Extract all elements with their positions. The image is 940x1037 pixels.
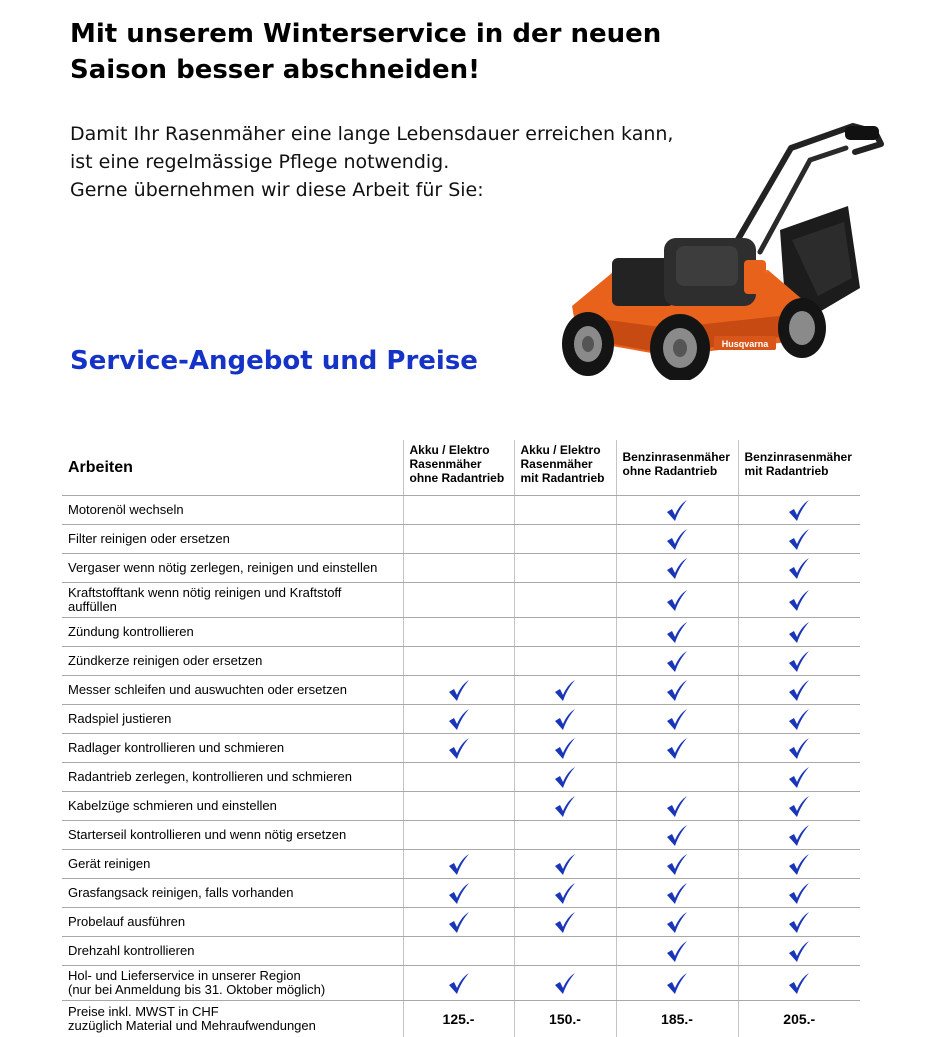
task-label: Grasfangsack reinigen, falls vorhanden (68, 886, 399, 900)
check-cell (738, 792, 860, 821)
check-cell (616, 908, 738, 937)
check-cell (616, 676, 738, 705)
checkmark-icon (553, 913, 577, 928)
task-cell (62, 554, 403, 583)
task-label: Motorenöl wechseln (68, 503, 399, 517)
task-label-line-2: (nur bei Anmeldung bis 31. Oktober möglich) (68, 983, 399, 997)
checkmark-icon (787, 826, 811, 841)
task-cell (62, 966, 403, 1001)
checkmark-icon (787, 559, 811, 574)
task-label: Zündung kontrollieren (68, 625, 399, 639)
checkmark-icon (787, 501, 811, 516)
table-row (62, 583, 860, 618)
checkmark-icon (553, 710, 577, 725)
intro-line-2: ist eine regelmässige Pflege notwendig. (70, 148, 673, 176)
table-row (62, 525, 860, 554)
task-label-line-2: auffüllen (68, 600, 399, 614)
checkmark-icon (553, 884, 577, 899)
check-cell (738, 705, 860, 734)
check-cell (616, 821, 738, 850)
check-cell (738, 763, 860, 792)
header-line: Benzinrasenmäher (623, 450, 734, 464)
check-cell (616, 792, 738, 821)
check-cell (403, 618, 514, 647)
check-cell (403, 850, 514, 879)
checkmark-icon (787, 884, 811, 899)
task-cell (62, 821, 403, 850)
task-cell (62, 937, 403, 966)
task-label: Hol- und Lieferservice in unserer Region (68, 969, 399, 983)
check-cell (738, 937, 860, 966)
task-cell (62, 734, 403, 763)
check-cell (403, 821, 514, 850)
check-cell (616, 879, 738, 908)
check-cell (738, 908, 860, 937)
task-cell (62, 496, 403, 525)
task-cell (62, 525, 403, 554)
check-cell (514, 792, 616, 821)
table-row (62, 554, 860, 583)
check-cell (403, 966, 514, 1001)
check-cell (738, 583, 860, 618)
checkmark-icon (665, 884, 689, 899)
checkmark-icon (787, 974, 811, 989)
task-label: Starterseil kontrollieren und wenn nötig ersetzen (68, 828, 399, 842)
check-cell (616, 763, 738, 792)
checkmark-icon (553, 974, 577, 989)
check-cell (616, 583, 738, 618)
check-cell (738, 879, 860, 908)
check-cell (616, 525, 738, 554)
check-cell (514, 496, 616, 525)
task-label: Kraftstofftank wenn nötig reinigen und Kraftstoff (68, 586, 399, 600)
intro-line-3: Gerne übernehmen wir diese Arbeit für Sie: (70, 176, 673, 204)
headline (70, 16, 661, 88)
check-cell (738, 554, 860, 583)
check-cell (514, 705, 616, 734)
task-label: Filter reinigen oder ersetzen (68, 532, 399, 546)
header-benzin-ohne (616, 440, 738, 496)
check-cell (616, 966, 738, 1001)
table-row (62, 908, 860, 937)
check-cell (514, 676, 616, 705)
task-cell (62, 908, 403, 937)
table-row (62, 676, 860, 705)
checkmark-icon (447, 710, 471, 725)
task-label: Radspiel justieren (68, 712, 399, 726)
headline-line-1: Mit unserem Winterservice in der neuen (70, 16, 661, 52)
check-cell (403, 879, 514, 908)
task-cell (62, 879, 403, 908)
checkmark-icon (447, 739, 471, 754)
check-cell (616, 618, 738, 647)
checkmark-icon (665, 530, 689, 545)
checkmark-icon (665, 681, 689, 696)
price-value: 205.- (738, 1001, 860, 1037)
check-cell (403, 937, 514, 966)
check-cell (403, 734, 514, 763)
check-cell (403, 647, 514, 676)
check-cell (403, 496, 514, 525)
checkmark-icon (665, 797, 689, 812)
task-label: Radlager kontrollieren und schmieren (68, 741, 399, 755)
table-row (62, 937, 860, 966)
check-cell (514, 618, 616, 647)
header-line: ohne Radantrieb (623, 464, 734, 478)
front-wheel (562, 312, 614, 376)
check-cell (738, 525, 860, 554)
check-cell (514, 647, 616, 676)
check-cell (616, 850, 738, 879)
table-row (62, 618, 860, 647)
checkmark-icon (787, 942, 811, 957)
check-cell (403, 525, 514, 554)
checkmark-icon (553, 739, 577, 754)
checkmark-icon (553, 681, 577, 696)
checkmark-icon (787, 768, 811, 783)
check-cell (403, 583, 514, 618)
headline-line-2: Saison besser abschneiden! (70, 52, 661, 88)
checkmark-icon (665, 501, 689, 516)
task-label: Gerät reinigen (68, 857, 399, 871)
checkmark-icon (447, 974, 471, 989)
check-cell (738, 821, 860, 850)
checkmark-icon (553, 855, 577, 870)
check-cell (738, 850, 860, 879)
check-cell (514, 525, 616, 554)
table-row (62, 763, 860, 792)
checkmark-icon (665, 826, 689, 841)
table-row (62, 734, 860, 763)
checkmark-icon (787, 681, 811, 696)
task-cell (62, 763, 403, 792)
table-row (62, 705, 860, 734)
task-cell (62, 647, 403, 676)
price-label: Preise inkl. MWST in CHF (68, 1005, 399, 1019)
checkmark-icon (665, 974, 689, 989)
table-row (62, 879, 860, 908)
checkmark-icon (787, 591, 811, 606)
check-cell (738, 618, 860, 647)
check-cell (616, 554, 738, 583)
check-cell (514, 763, 616, 792)
checkmark-icon (665, 855, 689, 870)
check-cell (403, 705, 514, 734)
checkmark-icon (787, 652, 811, 667)
checkmark-icon (665, 559, 689, 574)
header-line: Akku / Elektro (410, 443, 510, 457)
header-line: Benzinrasenmäher (745, 450, 857, 464)
check-cell (514, 908, 616, 937)
checkmark-icon (665, 913, 689, 928)
header-arbeiten: Arbeiten (62, 440, 403, 496)
task-label: Radantrieb zerlegen, kontrollieren und schmieren (68, 770, 399, 784)
checkmark-icon (787, 530, 811, 545)
task-cell (62, 850, 403, 879)
header-line: Rasenmäher (410, 457, 510, 471)
check-cell (616, 647, 738, 676)
header-line: mit Radantrieb (521, 471, 612, 485)
price-value: 150.- (514, 1001, 616, 1037)
checkmark-icon (665, 739, 689, 754)
check-cell (616, 937, 738, 966)
header-akku-mit (514, 440, 616, 496)
table-row (62, 792, 860, 821)
check-cell (738, 496, 860, 525)
header-line: Rasenmäher (521, 457, 612, 471)
checkmark-icon (553, 797, 577, 812)
checkmark-icon (447, 884, 471, 899)
check-cell (738, 966, 860, 1001)
section-title: Service-Angebot und Preise (70, 346, 478, 376)
table-row (62, 966, 860, 1001)
check-cell (514, 734, 616, 763)
header-benzin-mit (738, 440, 860, 496)
checkmark-icon (787, 623, 811, 638)
checkmark-icon (787, 739, 811, 754)
header-line: mit Radantrieb (745, 464, 857, 478)
table-row (62, 647, 860, 676)
header-akku-ohne (403, 440, 514, 496)
task-label: Drehzahl kontrollieren (68, 944, 399, 958)
price-value: 185.- (616, 1001, 738, 1037)
checkmark-icon (665, 710, 689, 725)
checkmark-icon (447, 913, 471, 928)
rear-wheel (650, 314, 710, 380)
brand-logo: Husqvarna (722, 339, 770, 349)
checkmark-icon (665, 652, 689, 667)
checkmark-icon (553, 768, 577, 783)
check-cell (514, 937, 616, 966)
check-cell (403, 908, 514, 937)
check-cell (514, 554, 616, 583)
check-cell (738, 647, 860, 676)
task-label: Messer schleifen und auswuchten oder ersetzen (68, 683, 399, 697)
task-label: Kabelzüge schmieren und einstellen (68, 799, 399, 813)
checkmark-icon (447, 681, 471, 696)
check-cell (514, 821, 616, 850)
check-cell (403, 554, 514, 583)
price-label-note: zuzüglich Material und Mehraufwendungen (68, 1019, 399, 1033)
checkmark-icon (787, 710, 811, 725)
check-cell (738, 676, 860, 705)
lawn-mower-image (548, 118, 898, 380)
checkmark-icon (787, 855, 811, 870)
check-cell (616, 734, 738, 763)
table-row (62, 821, 860, 850)
checkmark-icon (665, 623, 689, 638)
task-cell (62, 705, 403, 734)
check-cell (616, 705, 738, 734)
task-cell (62, 618, 403, 647)
price-value: 125.- (403, 1001, 514, 1037)
header-line: Akku / Elektro (521, 443, 612, 457)
checkmark-icon (665, 591, 689, 606)
task-label: Zündkerze reinigen oder ersetzen (68, 654, 399, 668)
table-row (62, 850, 860, 879)
intro-line-1: Damit Ihr Rasenmäher eine lange Lebensdauer erreichen kann, (70, 120, 673, 148)
check-cell (403, 792, 514, 821)
header-line: ohne Radantrieb (410, 471, 510, 485)
task-cell (62, 583, 403, 618)
task-cell (62, 792, 403, 821)
checkmark-icon (447, 855, 471, 870)
check-cell (738, 734, 860, 763)
checkmark-icon (665, 942, 689, 957)
table-row (62, 496, 860, 525)
check-cell (514, 583, 616, 618)
checkmark-icon (787, 797, 811, 812)
service-table (62, 440, 860, 1037)
check-cell (403, 763, 514, 792)
task-cell (62, 676, 403, 705)
service-table-body (62, 496, 860, 1037)
task-label: Vergaser wenn nötig zerlegen, reinigen und einstellen (68, 561, 399, 575)
check-cell (403, 676, 514, 705)
check-cell (514, 966, 616, 1001)
checkmark-icon (787, 913, 811, 928)
back-wheel (778, 298, 826, 358)
check-cell (616, 496, 738, 525)
check-cell (514, 879, 616, 908)
task-label: Probelauf ausführen (68, 915, 399, 929)
check-cell (514, 850, 616, 879)
table-header-row (62, 440, 860, 496)
